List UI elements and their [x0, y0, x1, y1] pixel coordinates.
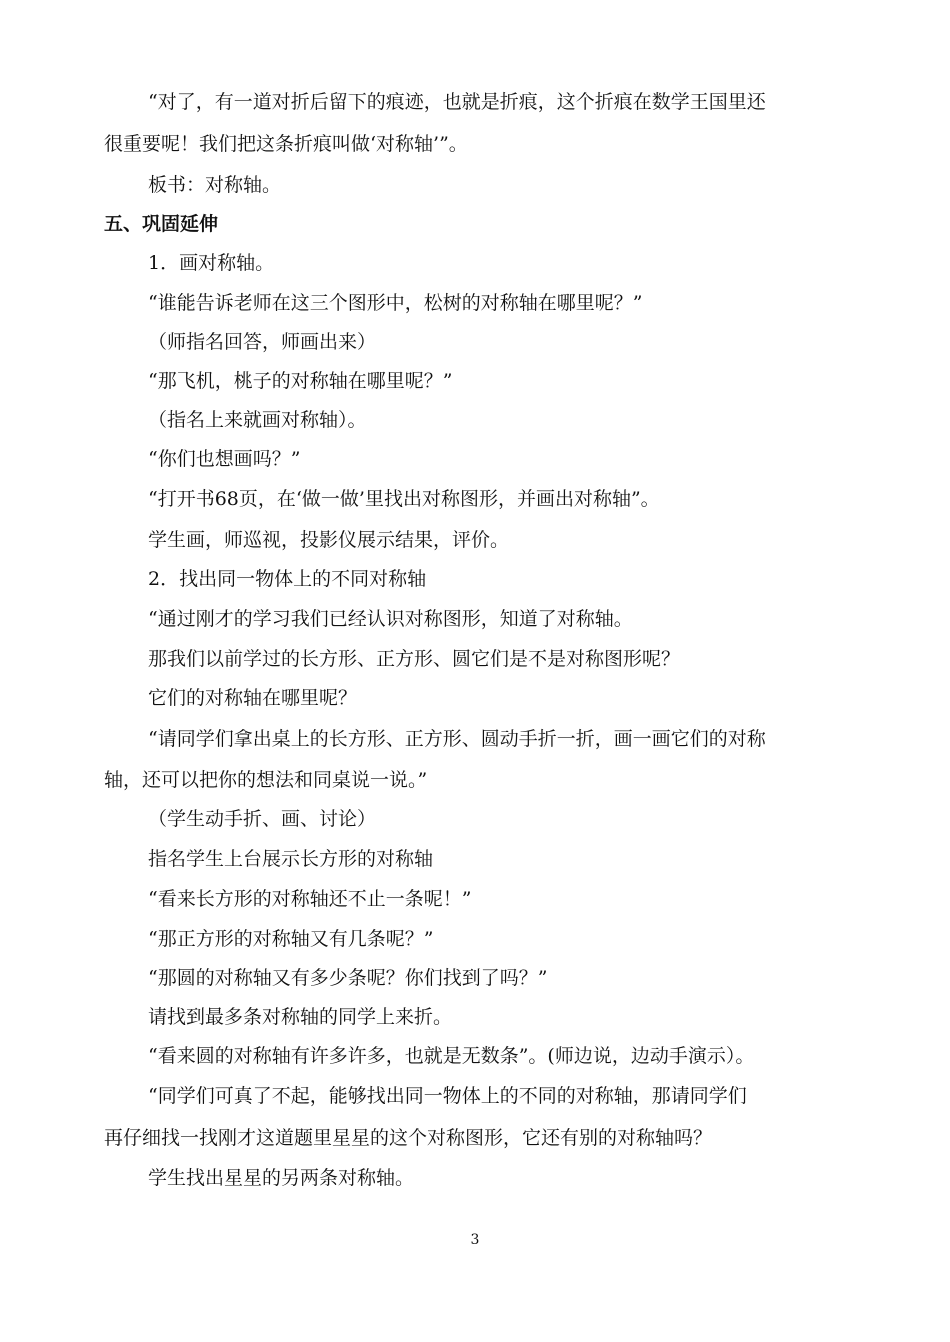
paragraph-line: 指名学生上台展示长方形的对称轴: [148, 848, 434, 870]
section-heading: 五、巩固延伸: [104, 213, 219, 235]
paragraph-line: （指名上来就画对称轴）。: [148, 409, 367, 431]
paragraph-line: 请找到最多条对称轴的同学上来折。: [148, 1006, 453, 1028]
page-number: 3: [470, 1232, 480, 1248]
paragraph-line: “你们也想画吗？”: [148, 448, 301, 470]
paragraph-line: 板书：对称轴。: [148, 174, 282, 196]
paragraph-line: （学生动手折、画、讨论）: [148, 808, 377, 830]
paragraph-line: “谁能告诉老师在这三个图形中，松树的对称轴在哪里呢？”: [148, 292, 643, 314]
paragraph-line: “同学们可真了不起，能够找出同一物体上的不同的对称轴，那请同学们: [148, 1085, 747, 1107]
paragraph-line: “那飞机，桃子的对称轴在哪里呢？”: [148, 370, 453, 392]
paragraph-line: 它们的对称轴在哪里呢？: [148, 687, 358, 709]
paragraph-line: 那我们以前学过的长方形、正方形、圆它们是不是对称图形呢？: [148, 648, 681, 670]
paragraph-line: 再仔细找一找刚才这道题里星星的这个对称图形，它还有别的对称轴吗？: [104, 1127, 713, 1149]
paragraph-line: “请同学们拿出桌上的长方形、正方形、圆动手折一折，画一画它们的对称: [148, 728, 766, 750]
paragraph-line: “对了，有一道对折后留下的痕迹，也就是折痕，这个折痕在数学王国里还: [148, 91, 766, 113]
paragraph-line: 学生找出星星的另两条对称轴。: [148, 1167, 415, 1189]
paragraph-line: 1．画对称轴。: [148, 252, 275, 274]
paragraph-line: 很重要呢！我们把这条折痕叫做‘对称轴’”。: [104, 133, 468, 155]
paragraph-line: “看来长方形的对称轴还不止一条呢！”: [148, 888, 472, 910]
paragraph-line: 2．找出同一物体上的不同对称轴: [148, 568, 427, 590]
paragraph-line: “通过刚才的学习我们已经认识对称图形，知道了对称轴。: [148, 608, 633, 630]
paragraph-line: “打开书68页，在‘做一做’里找出对称图形，并画出对称轴”。: [148, 488, 660, 510]
paragraph-line: “那正方形的对称轴又有几条呢？”: [148, 928, 434, 950]
paragraph-line: （师指名回答，师画出来）: [148, 331, 377, 353]
paragraph-line: 轴，还可以把你的想法和同桌说一说。”: [104, 769, 428, 791]
paragraph-line: 学生画，师巡视，投影仪展示结果，评价。: [148, 529, 510, 551]
paragraph-line: “看来圆的对称轴有许多许多，也就是无数条”。(师边说，边动手演示）。: [148, 1045, 755, 1067]
paragraph-line: “那圆的对称轴又有多少条呢？你们找到了吗？”: [148, 967, 548, 989]
